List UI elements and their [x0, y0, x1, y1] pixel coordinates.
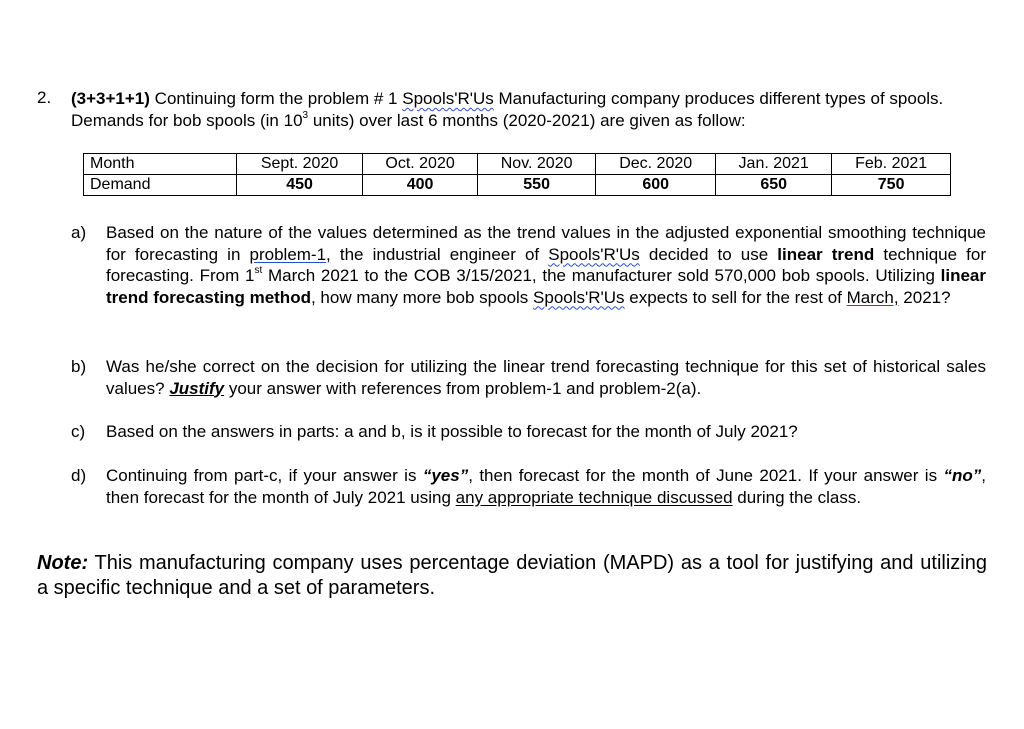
question-intro [71, 88, 991, 132]
part-c-text: Based on the answers in parts: a and b, is it possible to forecast for the month of July 2021? [106, 422, 798, 441]
part-a-text-7: expects to sell for the rest of [624, 287, 847, 307]
part-b-label: b) [71, 357, 87, 376]
part-a [71, 222, 991, 332]
linear-trend-bold: linear trend [777, 244, 875, 264]
technique-underlined: any appropriate technique discussed [455, 487, 733, 507]
intro-exponent: 3 [302, 110, 309, 122]
intro-text-2: Manufacturing company produces different types of spools. Demands for bob spools (in 10 [71, 89, 944, 130]
part-d-text [106, 465, 986, 508]
note-text: This manufacturing company uses percentage deviation (MAPD) as a tool for justifying and utilizing a specific technique and a set of parameters. [37, 552, 987, 599]
part-d-text-4: during the class. [732, 487, 862, 507]
month-cell: Sept. 2020 [237, 154, 363, 175]
month-cell: Nov. 2020 [478, 154, 596, 175]
month-cell: Oct. 2020 [363, 154, 478, 175]
demand-row [84, 175, 951, 196]
intro-text-1: Continuing form the problem # 1 [149, 89, 403, 108]
linear-trend-method-bold: linear trend forecasting method [106, 266, 986, 307]
part-d-text-1: Continuing from part-c, if your answer is [106, 466, 423, 485]
part-a-text-4: technique for forecasting. From 1 [106, 244, 987, 285]
demand-cell: 750 [832, 175, 951, 196]
company-name: Spools'R'Us [402, 89, 494, 108]
part-a-text [106, 222, 986, 308]
part-c-label: c) [71, 422, 86, 441]
part-a-text-3: decided to use [639, 244, 778, 264]
company-name: Spools'R'Us [533, 287, 625, 307]
march-link: March, [846, 287, 899, 307]
part-a-text-1: Based on the nature of the values determined as the trend values in the adjusted exponential smoothing technique for forecasting in [106, 223, 986, 264]
justify-emphasis: Justify [169, 378, 225, 398]
question-number: 2. [37, 88, 52, 107]
part-a-text-5: March 2021 to the COB 3/15/2021, the manufacturer sold 570,000 bob spools. Utilizing [262, 266, 941, 285]
month-cell: Jan. 2021 [716, 154, 832, 175]
intro-text-3: units) over last 6 months (2020-2021) are given as follow: [308, 111, 746, 130]
question-points: (3+3+1+1) [71, 89, 150, 108]
note-paragraph [37, 551, 987, 601]
part-a-text-6: , how many more bob spools [310, 287, 534, 307]
row-header-month: Month [84, 154, 237, 175]
no-emphasis: “no” [943, 466, 982, 485]
part-b-text-1: Was he/she correct on the decision for utilizing the linear trend forecasting technique for this set of historical sales values? [106, 357, 986, 398]
part-d-label: d) [71, 466, 87, 485]
part-b [71, 356, 991, 402]
problem-1-link: problem-1, [249, 244, 331, 264]
part-d-text-2: , then forecast for the month of June 2021. If your answer is [468, 466, 944, 485]
part-d-text-3: , then forecast for the month of July 2021 using [106, 466, 986, 507]
part-a-text-2: the industrial engineer of [330, 244, 549, 264]
note-label: Note: [37, 552, 89, 574]
part-b-text-2: your answer with references from problem-1 and problem-2(a). [224, 378, 702, 398]
part-b-text [106, 356, 986, 399]
demand-cell: 650 [716, 175, 832, 196]
month-cell: Feb. 2021 [832, 154, 951, 175]
part-d [71, 465, 991, 533]
demand-cell: 550 [478, 175, 596, 196]
row-header-demand: Demand [84, 175, 237, 196]
demand-cell: 400 [363, 175, 478, 196]
part-c [71, 421, 991, 445]
demand-table [83, 153, 951, 196]
company-name: Spools'R'Us [548, 244, 640, 264]
month-cell: Dec. 2020 [596, 154, 716, 175]
demand-cell: 600 [596, 175, 716, 196]
part-a-text-8: 2021? [898, 287, 951, 307]
part-a-label: a) [71, 223, 87, 242]
month-row [84, 154, 951, 175]
ordinal-sup: st [254, 265, 263, 277]
yes-emphasis: “yes” [422, 466, 469, 485]
demand-cell: 450 [237, 175, 363, 196]
